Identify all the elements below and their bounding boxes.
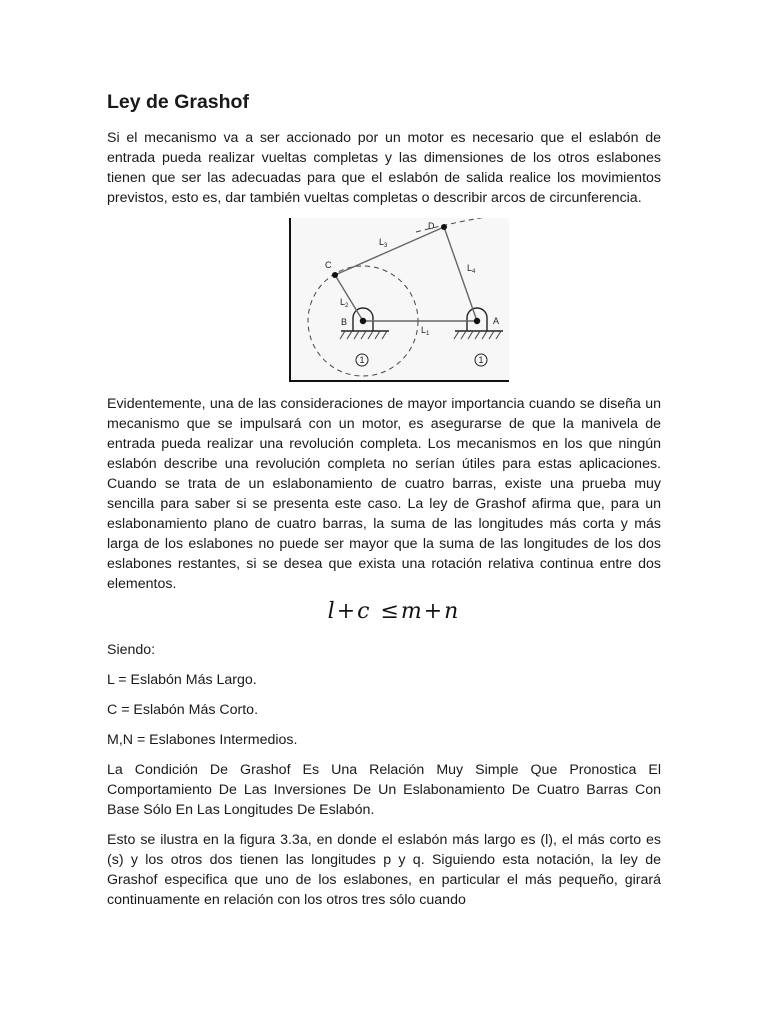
ground-hatch-b (340, 331, 387, 339)
ground-hatch-a (454, 331, 501, 339)
label-l1: L (421, 325, 427, 335)
condition-paragraph: La Condición De Grashof Es Una Relación Muy Simple Que Pronostica El Comportamiento De Las Inversiones De Un Eslabonamiento De Cuatro Barras Con Base Sólo En Las Longitudes De Eslabón. (107, 762, 661, 818)
grashof-formula: l+c ≤m+n (327, 599, 461, 624)
closing-paragraph: Esto se ilustra en la figura 3.3a, en donde el eslabón más largo es (l), el más corto es (s) y los otros dos tienen las longitudes p y q. Siguiendo esta notación, la ley de Grashof especifica que uno de los eslabones, en particular el más pequeño, girará continuamente en relación con los otros tres sólo cuando (107, 832, 661, 908)
joint-a (474, 318, 480, 324)
document-page (107, 88, 661, 910)
label-l3-sub: 3 (384, 243, 388, 249)
joint-c (332, 272, 338, 278)
label-c: C (325, 260, 332, 270)
label-d: D (428, 221, 435, 231)
label-b: B (341, 317, 348, 327)
formula-container (107, 599, 661, 624)
four-bar-mechanism-figure (289, 218, 509, 382)
four-bar-diagram (291, 218, 509, 380)
link-l3-coupler (335, 227, 444, 275)
label-l3: L (379, 237, 385, 247)
ground-marker-1-label: 1 (359, 355, 365, 365)
label-l2: L (340, 297, 346, 307)
joint-d (441, 224, 447, 230)
definition-intermediate: M,N = Eslabones Intermedios. (107, 732, 298, 748)
intro-paragraph: Si el mecanismo va a ser accionado por un motor es necesario que el eslabón de entrada pueda realizar vueltas completas y las dimensiones de los otros eslabones tienen que ser las adecuadas para que el eslabón de salida realice los movimientos previstos, esto es, dar también vueltas completas o describir arcos de circunferencia. (107, 130, 661, 206)
definition-longest: L = Eslabón Más Largo. (107, 672, 257, 688)
label-a: A (493, 316, 500, 326)
definition-shortest: C = Eslabón Más Corto. (107, 702, 259, 718)
label-l4-sub: 4 (472, 269, 476, 275)
main-paragraph: Evidentemente, una de las consideraciones de mayor importancia cuando se diseña un mecanismo que se impulsará con un motor, es asegurarse de que la manivela de entrada pueda realizar una revolución completa. Los mecanismos en los que ningún eslabón describe una revolución completa no serían útiles para estas aplicaciones. Cuando se trata de un eslabonamiento de cuatro barras, existe una prueba muy sencilla para saber si se presenta este caso. La ley de Grashof afirma que, para un eslabonamiento plano de cuatro barras, la suma de las longitudes más corta y más larga de los eslabones no puede ser mayor que la suma de las longitudes de los dos eslabones restantes, si se desea que exista una rotación relativa continua entre dos elementos. (107, 396, 661, 592)
definition-intro: Siendo: (107, 642, 156, 658)
ground-marker-2-label: 1 (478, 355, 484, 365)
label-l1-sub: 1 (426, 331, 430, 337)
figure-container (107, 218, 661, 382)
page-title: Ley de Grashof (107, 91, 249, 113)
label-l4: L (467, 263, 473, 273)
label-l2-sub: 2 (345, 303, 349, 309)
joint-b (360, 318, 366, 324)
